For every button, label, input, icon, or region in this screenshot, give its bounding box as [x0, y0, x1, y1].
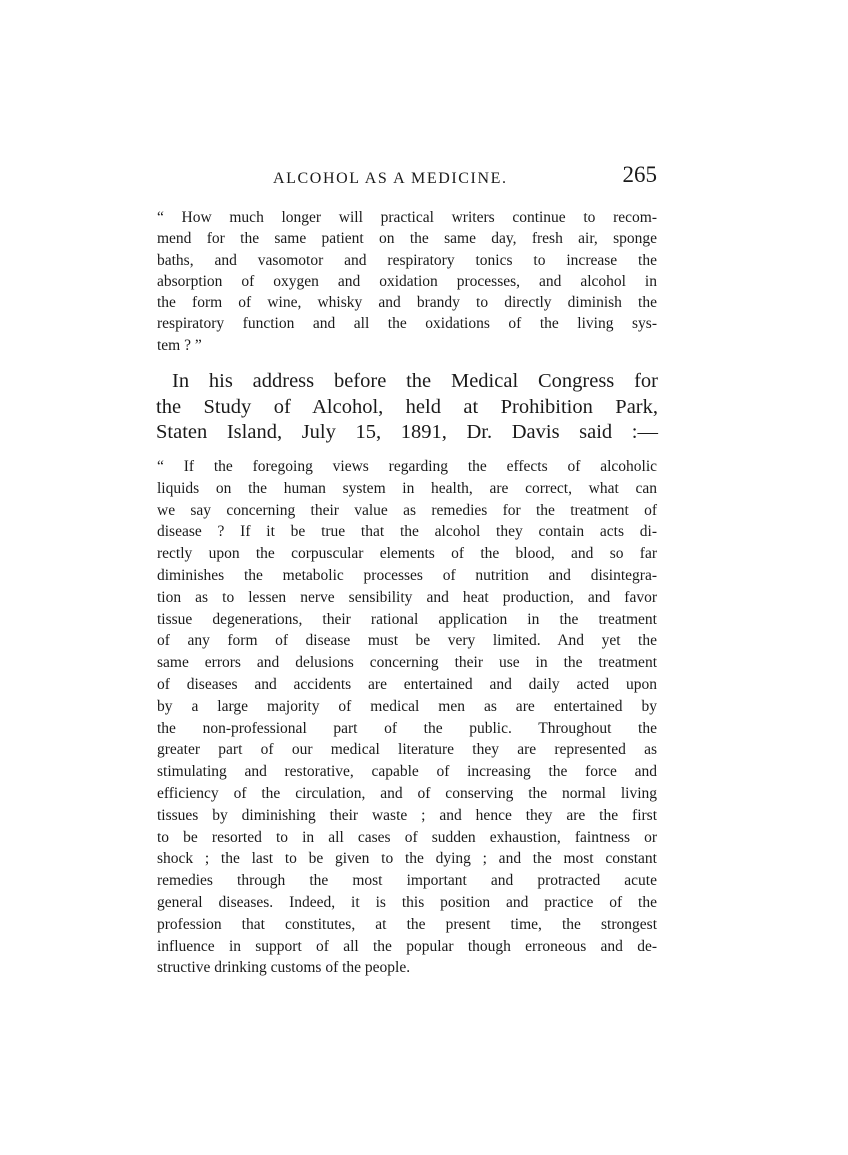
text-line: we say concerning their value as remedies for the treatment of — [157, 501, 657, 519]
text-line: In his address before the Medical Congress for — [172, 370, 658, 392]
page-number: 265 — [622, 162, 657, 187]
text-line: remedies through the most important and protracted acute — [157, 872, 657, 890]
text-line: baths, and vasomotor and respiratory tonics to increase the — [157, 251, 657, 269]
text-line: tissue degenerations, their rational application in the treatment — [157, 610, 657, 628]
quotation-davis-address — [157, 456, 657, 979]
text-line: of any form of disease must be very limited. And yet the — [157, 632, 657, 650]
text-line: rectly upon the corpuscular elements of the blood, and so far — [157, 545, 657, 563]
text-line: absorption of oxygen and oxidation processes, and alcohol in — [157, 272, 657, 290]
text-line: mend for the same patient on the same day, fresh air, sponge — [157, 230, 657, 248]
running-head — [155, 160, 659, 196]
text-line: profession that constitutes, at the present time, the strongest — [157, 915, 657, 933]
text-line: structive drinking customs of the people. — [157, 959, 411, 977]
text-line: to be resorted to in all cases of sudden exhaustion, faintness or — [157, 828, 657, 846]
text-line: the form of wine, whisky and brandy to directly diminish the — [157, 294, 657, 312]
text-line: tion as to lessen nerve sensibility and heat production, and favor — [157, 588, 657, 606]
text-line: of diseases and accidents are entertained and daily acted upon — [157, 675, 657, 693]
text-line: the non-professional part of the public. Throughout the — [157, 719, 657, 737]
text-line: influence in support of all the popular though erroneous and de- — [157, 937, 657, 955]
text-line: disease ? If it be true that the alcohol they contain acts di- — [157, 523, 657, 541]
running-title: ALCOHOL AS A MEDICINE. — [273, 170, 508, 187]
text-line: respiratory function and all the oxidations of the living sys- — [157, 315, 657, 333]
text-line: the Study of Alcohol, held at Prohibition Park, — [156, 395, 658, 418]
narration-paragraph — [156, 369, 658, 446]
text-line: “ How much longer will practical writers continue to recom- — [157, 209, 657, 226]
text-line: general diseases. Indeed, it is this position and practice of the — [157, 893, 657, 911]
text-line: Staten Island, July 15, 1891, Dr. Davis said :— — [156, 421, 658, 443]
text-line: “ If the foregoing views regarding the effects of alcoholic — [157, 458, 657, 475]
text-line: liquids on the human system in health, are correct, what can — [157, 479, 657, 497]
text-line: greater part of our medical literature they are represented as — [157, 741, 657, 759]
text-line: tem ? ” — [157, 336, 202, 354]
text-line: stimulating and restorative, capable of increasing the force and — [157, 763, 657, 781]
text-line: shock ; the last to be given to the dying ; and the most constant — [157, 850, 657, 868]
quotation-oxidation — [157, 207, 657, 356]
text-line: efficiency of the circulation, and of conserving the normal living — [157, 784, 657, 802]
text-line: diminishes the metabolic processes of nutrition and disintegra- — [157, 566, 657, 584]
text-line: same errors and delusions concerning their use in the treatment — [157, 654, 657, 672]
text-line: by a large majority of medical men as are entertained by — [157, 697, 657, 715]
text-line: tissues by diminishing their waste ; and hence they are the first — [157, 806, 657, 824]
